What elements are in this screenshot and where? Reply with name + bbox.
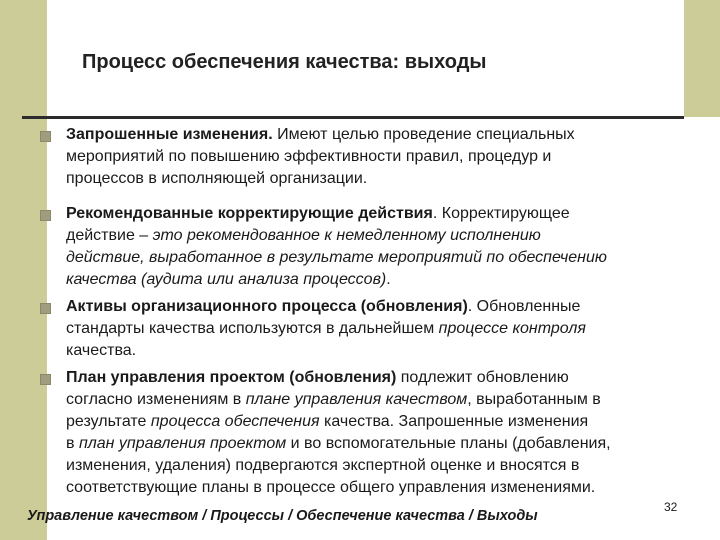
- item-text: стандарты качества используются в дальнейшем: [66, 320, 439, 337]
- left-accent-bar: [0, 0, 47, 540]
- item-term: Активы организационного процесса (обновления): [66, 298, 468, 315]
- item-text: действие –: [66, 227, 153, 244]
- item-text: качества.: [66, 342, 137, 359]
- item-text-italic: это рекомендованное к немедленному исполнению: [152, 227, 541, 244]
- item-text: . Обновленные: [467, 298, 581, 315]
- title-divider: [22, 116, 684, 119]
- item-text: , выработанным в: [467, 391, 601, 408]
- item-text-italic: плане управления качеством: [245, 391, 468, 408]
- item-text-italic: процесса обеспечения: [150, 413, 320, 430]
- item-text: и во вспомогательные планы (добавления,: [286, 435, 611, 452]
- item-text-italic: план управления проектом: [78, 435, 287, 452]
- item-text-italic: качества (аудита или анализа процессов): [66, 271, 387, 288]
- item-text: согласно изменениям в: [66, 391, 246, 408]
- top-right-accent: [684, 0, 720, 117]
- list-item-org-assets: [66, 296, 696, 362]
- item-text: соответствующие планы в процессе общего управления изменениями.: [66, 479, 596, 496]
- item-text: .: [386, 271, 391, 288]
- item-text: процессов в исполняющей организации.: [66, 170, 368, 187]
- item-text: в: [66, 435, 79, 452]
- item-text: результате: [66, 413, 151, 430]
- slide-title: Процесс обеспечения качества: выходы: [82, 51, 487, 73]
- bullet-icon: [40, 131, 51, 142]
- page-number: 32: [664, 500, 678, 514]
- bullet-icon: [40, 303, 51, 314]
- item-term: Рекомендованные корректирующие действия: [66, 205, 433, 222]
- item-text: качества. Запрошенные изменения: [319, 413, 589, 430]
- item-text: мероприятий по повышению эффективности правил, процедур и: [66, 148, 552, 165]
- item-text: . Корректирующее: [432, 205, 570, 222]
- item-text: подлежит обновлению: [396, 369, 569, 386]
- item-text: Имеют целью проведение специальных: [272, 126, 575, 143]
- item-text: изменения, удаления) подвергаются экспертной оценке и вносятся в: [66, 457, 580, 474]
- list-item-requested-changes: [66, 124, 696, 190]
- list-item-corrective-actions: [66, 203, 696, 291]
- list-item-project-plan: [66, 367, 696, 499]
- bullet-icon: [40, 374, 51, 385]
- footer-breadcrumb: Управление качеством / Процессы / Обеспечение качества / Выходы: [27, 508, 538, 524]
- item-text-italic: процессе контроля: [438, 320, 586, 337]
- item-term: План управления проектом (обновления): [66, 369, 397, 386]
- item-text-italic: действие, выработанное в результате мероприятий по обеспечению: [66, 249, 607, 266]
- bullet-icon: [40, 210, 51, 221]
- item-term: Запрошенные изменения.: [66, 126, 273, 143]
